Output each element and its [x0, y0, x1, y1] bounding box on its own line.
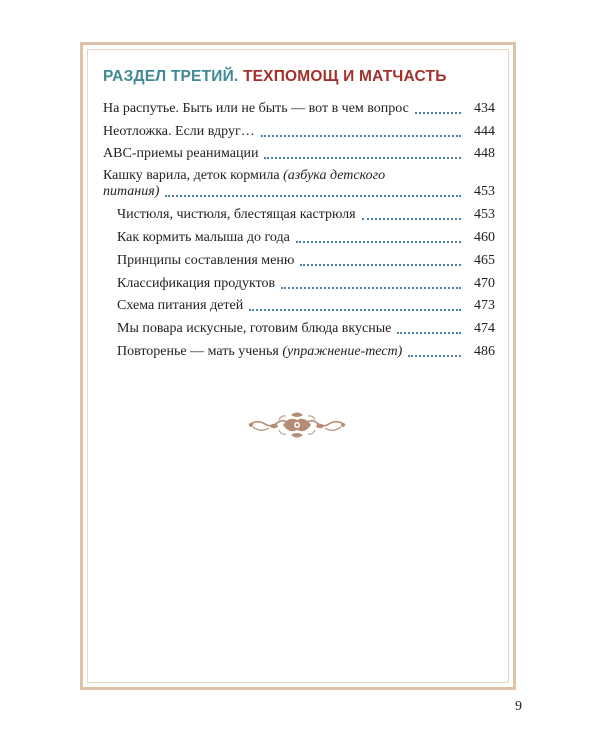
toc-entry-title: Принципы составления меню [117, 252, 295, 268]
dot-leader [300, 264, 461, 266]
toc-subentry[interactable] [103, 246, 495, 269]
toc-subentry[interactable] [103, 269, 495, 292]
section-label: РАЗДЕЛ ТРЕТИЙ. [103, 68, 239, 85]
toc-entry-page: 474 [474, 321, 495, 337]
toc-subentry[interactable] [103, 337, 495, 360]
toc-entry-note: (азбука детского [283, 168, 386, 184]
dot-leader [296, 241, 461, 243]
dot-leader [397, 332, 461, 334]
toc-entry[interactable] [103, 94, 495, 117]
dot-leader [408, 355, 461, 357]
toc-entry[interactable] [103, 162, 495, 200]
toc-entry[interactable] [103, 140, 495, 163]
toc-entry-title: Неотложка. Если вдруг… [103, 123, 255, 139]
toc-entry-page: 453 [474, 184, 495, 200]
toc-entry-title: Кашку варила, деток кормила [103, 168, 280, 184]
toc-entry-title: Классификация продуктов [117, 275, 276, 291]
toc-entry-page: 470 [474, 275, 495, 291]
dot-leader [415, 112, 461, 114]
toc-subentry[interactable] [103, 223, 495, 246]
toc-entry-title: Повторенье — мать ученья [117, 343, 279, 359]
section-title: ТЕХПОМОЩ И МАТЧАСТЬ [242, 68, 447, 85]
toc-entry-note: (упражнение-тест) [282, 343, 403, 359]
table-of-contents [103, 94, 495, 360]
toc-entry-page: 434 [474, 100, 495, 116]
toc-entry-page: 448 [474, 146, 495, 162]
floral-ornament-icon [247, 410, 347, 440]
toc-entry-page: 465 [474, 252, 495, 268]
toc-entry-page: 473 [474, 298, 495, 314]
toc-entry-title: Схема питания детей [117, 298, 244, 314]
dot-leader [362, 218, 461, 220]
dot-leader [261, 135, 461, 137]
toc-subentry[interactable] [103, 314, 495, 337]
toc-entry-page: 486 [474, 343, 495, 359]
dot-leader [264, 157, 461, 159]
dot-leader [281, 287, 461, 289]
toc-entry-title: Как кормить малыша до года [117, 229, 290, 245]
section-heading [103, 68, 447, 86]
toc-entry-page: 453 [474, 207, 495, 223]
toc-entry-title: Чистюля, чистюля, блестящая кастрюля [117, 207, 356, 223]
toc-entry[interactable] [103, 117, 495, 140]
toc-entry-title: Мы повара искусные, готовим блюда вкусные [117, 321, 392, 337]
page-number: 9 [515, 699, 522, 714]
toc-entry-page: 460 [474, 229, 495, 245]
dot-leader [249, 309, 461, 311]
dot-leader [165, 195, 461, 197]
toc-entry-title: На распутье. Быть или не быть — вот в чем вопрос [103, 100, 409, 116]
toc-entry-title-line1 [103, 168, 495, 184]
toc-subentry[interactable] [103, 292, 495, 315]
toc-entry-page: 444 [474, 123, 495, 139]
toc-entry-title-wrap [117, 344, 402, 360]
toc-entry-title-line2 [103, 184, 159, 200]
toc-entry-title: АВС-приемы реанимации [103, 146, 259, 162]
toc-subentry[interactable] [103, 200, 495, 223]
toc-entry-note-cont: питания) [103, 184, 160, 200]
